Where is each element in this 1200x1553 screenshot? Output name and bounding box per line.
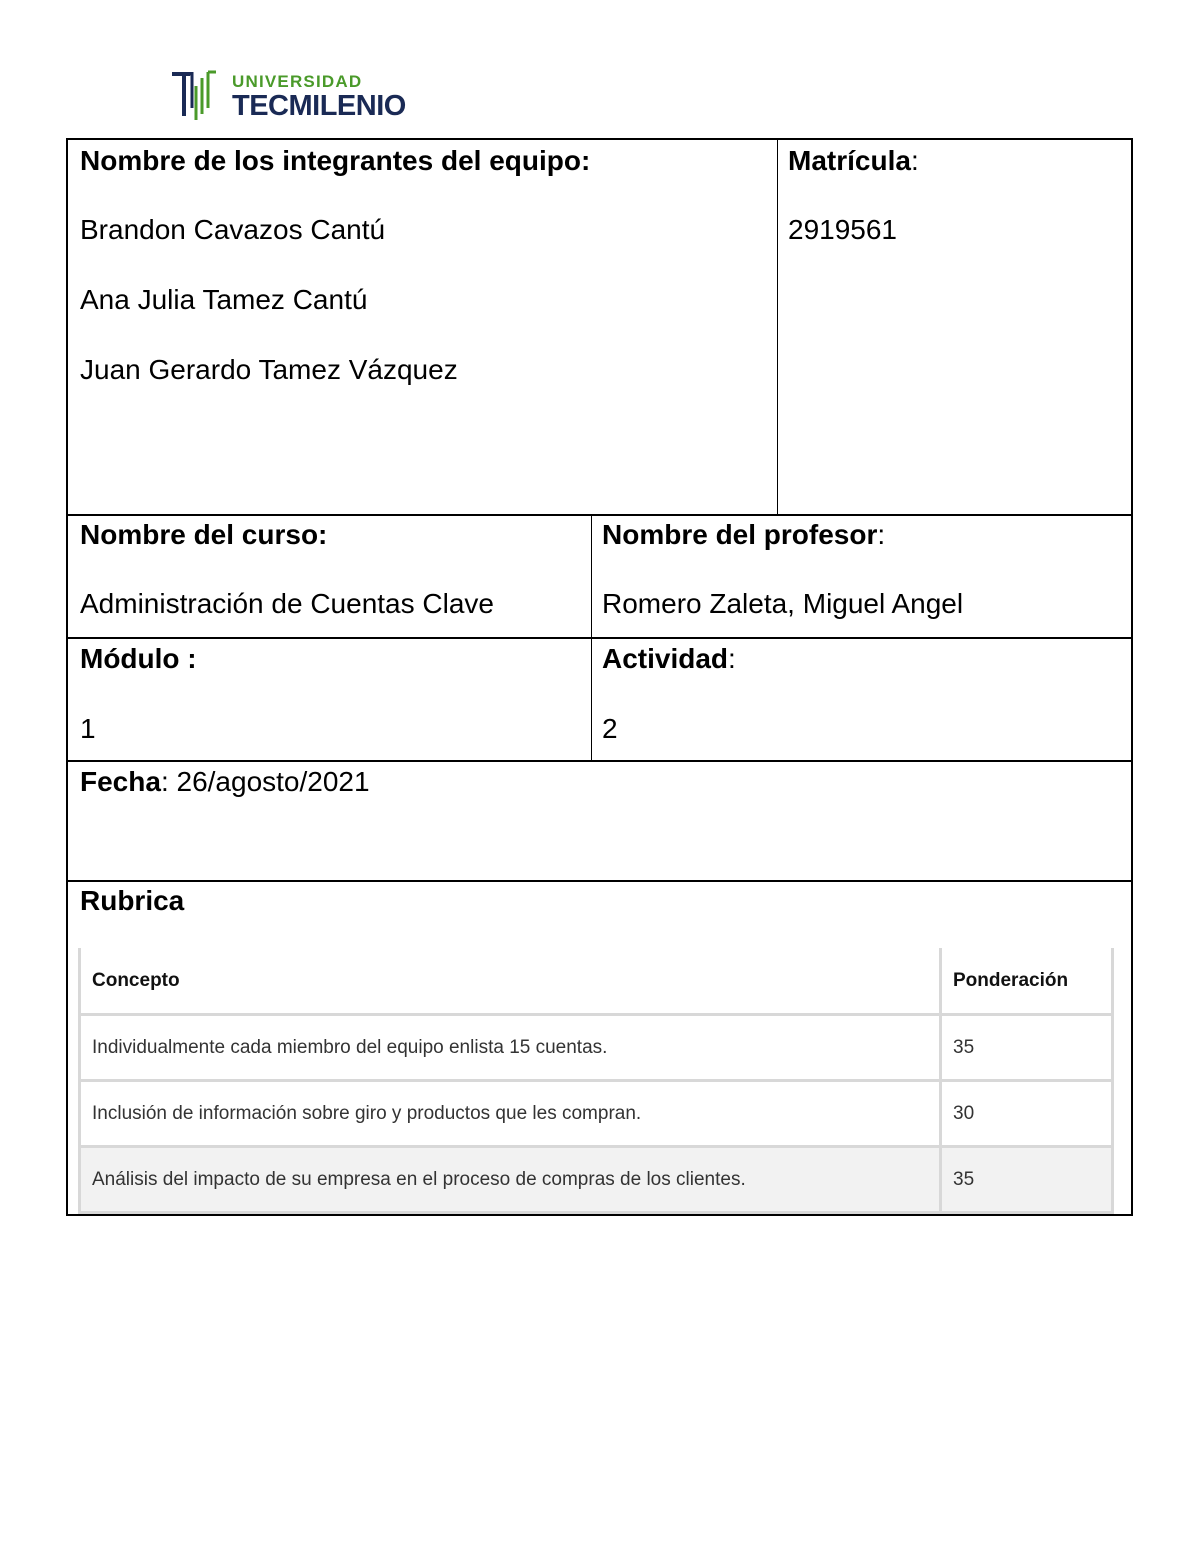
table-row — [81, 1082, 1111, 1148]
rubric-ponderacion: 30 — [953, 1102, 975, 1124]
rubric-concepto: Análisis del impacto de su empresa en el proceso de compras de los clientes. — [81, 1148, 942, 1211]
tecmilenio-emblem-icon — [170, 68, 230, 124]
rubric-concepto: Individualmente cada miembro del equipo enlista 15 cuentas. — [81, 1016, 942, 1079]
fecha-label: Fecha — [80, 766, 161, 797]
rubric-header-concepto: Concepto — [81, 948, 942, 1013]
modulo-value: 1 — [80, 713, 96, 744]
matricula-label-wrap — [788, 145, 919, 177]
fecha-line — [80, 766, 370, 798]
table-row — [81, 1016, 1111, 1082]
logo-line-tecmilenio: TECMILENIO — [232, 90, 406, 122]
rubric-ponderacion: 35 — [953, 1036, 975, 1058]
curso-label: Nombre del curso: — [80, 519, 328, 550]
actividad-value: 2 — [602, 713, 618, 744]
actividad-label-wrap — [602, 643, 736, 675]
profesor-label-wrap — [602, 519, 885, 551]
matricula-colon: : — [910, 145, 919, 176]
rubric-ponderacion: 35 — [953, 1168, 975, 1190]
profesor-label: Nombre del profesor — [602, 519, 878, 550]
modulo-label: Módulo : — [80, 643, 197, 674]
team-member-2: Ana Julia Tamez Cantú — [80, 284, 368, 315]
team-label: Nombre de los integrantes del equipo: — [80, 145, 591, 176]
rubrica-title: Rubrica — [80, 885, 185, 916]
fecha-value: : 26/agosto/2021 — [160, 766, 370, 797]
rubric-table — [78, 948, 1114, 1214]
matricula-label: Matrícula — [788, 145, 911, 176]
profesor-value: Romero Zaleta, Miguel Angel — [602, 588, 964, 619]
university-logo — [170, 68, 440, 124]
curso-value: Administración de Cuentas Clave — [80, 588, 494, 619]
table-row — [81, 1148, 1111, 1214]
logo-line-universidad: UNIVERSIDAD — [232, 72, 363, 91]
team-member-1: Brandon Cavazos Cantú — [80, 214, 386, 245]
matricula-value: 2919561 — [788, 214, 898, 245]
rubric-header-ponderacion: Ponderación — [953, 969, 1069, 991]
profesor-colon: : — [877, 519, 886, 550]
actividad-label: Actividad — [602, 643, 729, 674]
rubric-header-row — [81, 948, 1111, 1016]
cover-table — [66, 138, 1133, 1216]
team-member-3: Juan Gerardo Tamez Vázquez — [80, 354, 458, 385]
rubric-concepto: Inclusión de información sobre giro y productos que les compran. — [81, 1082, 942, 1145]
actividad-colon: : — [728, 643, 736, 674]
